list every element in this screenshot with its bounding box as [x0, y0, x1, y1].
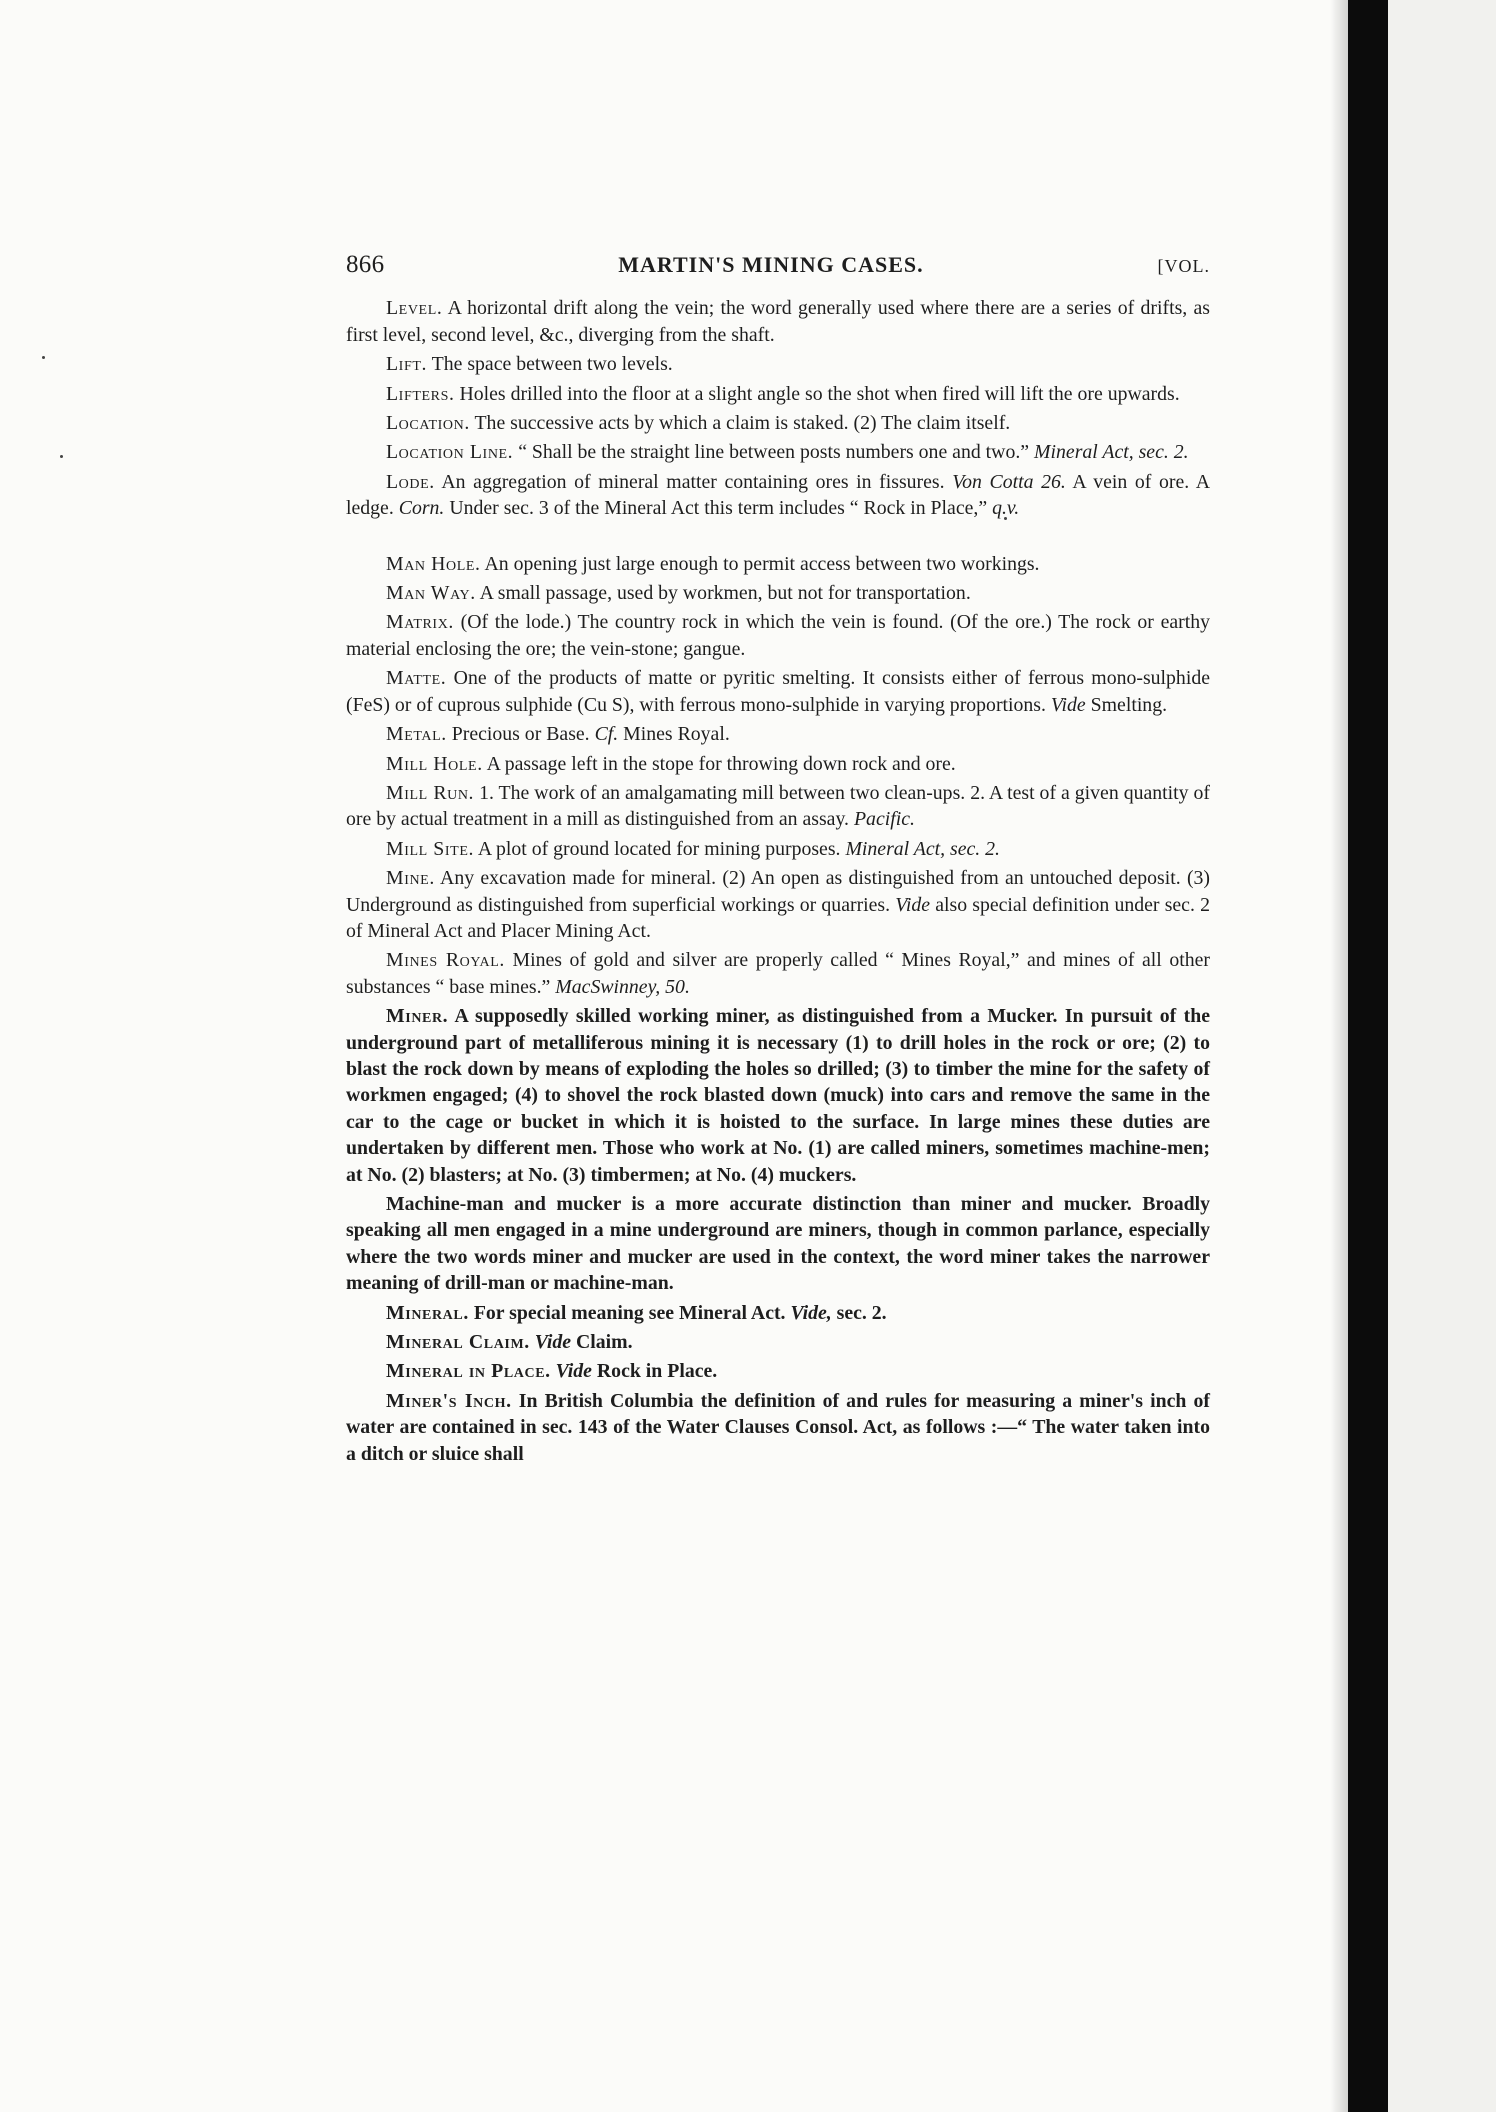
- scan-speck: [60, 455, 63, 458]
- entry-mill-hole: [346, 751, 1210, 777]
- entry-mineral: [346, 1300, 1210, 1326]
- scan-speck: [42, 356, 45, 359]
- entry-text: Any excavation made for mineral. (2) An open as distinguished from an untouched deposit. (3) Underground as distinguished from superficial workings or quarries.: [346, 867, 1211, 916]
- entry-reference: Mineral Act, sec. 2.: [1034, 441, 1189, 464]
- entry-term: Level.: [386, 297, 443, 320]
- entry-text: A small passage, used by workmen, but not for transportation.: [479, 582, 971, 605]
- entry-matrix: [346, 609, 1210, 662]
- entry-text: Holes drilled into the floor at a slight angle so the shot when fired will lift the ore upwards.: [459, 382, 1180, 405]
- entry-text: Mines Royal.: [623, 723, 730, 746]
- entry-lode: [346, 469, 1210, 522]
- entry-term: Man Way.: [386, 582, 476, 605]
- entry-text: A horizontal drift along the vein; the word generally used where there are a series of drifts, as first level, second level, &c., diverging from the shaft.: [346, 297, 1210, 346]
- entry-mill-site: [346, 836, 1210, 862]
- book-spine: [1348, 0, 1388, 2112]
- entry-mine: [346, 865, 1210, 944]
- entry-text: A passage left in the stope for throwing down rock and ore.: [486, 752, 956, 775]
- entry-reference: Corn.: [398, 497, 445, 520]
- entry-term: Matte.: [386, 667, 447, 690]
- entry-text: also special definition under sec. 2 of Mineral Act and Placer Mining Act.: [346, 893, 1210, 942]
- entry-location: [346, 410, 1210, 436]
- entry-reference: Pacific.: [853, 808, 915, 831]
- entry-text: In British Columbia the definition of and rules for measuring a miner's inch of water are contained in sec. 143 of the Water Clauses Consol. Act, as follows :—“ The water taken into a ditch or sluice shall: [346, 1389, 1210, 1465]
- entry-text: A vein of ore. A ledge.: [346, 470, 1211, 520]
- entry-text: A plot of ground located for mining purposes.: [477, 837, 841, 860]
- entry-text: The space between two levels.: [431, 353, 673, 376]
- facing-page-edge: [1388, 0, 1496, 2112]
- entry-reference: Cf.: [594, 723, 619, 746]
- entry-term: Miner's Inch.: [386, 1389, 512, 1412]
- page-number: 866: [346, 251, 385, 278]
- entry-term: Mill Site.: [386, 837, 475, 860]
- entry-miner: [346, 1003, 1210, 1188]
- entry-text: Mines of gold and silver are properly called “ Mines Royal,” and mines of all other substances “ base mines.”: [346, 949, 1210, 998]
- entry-matte: [346, 665, 1210, 718]
- entry-level: [346, 295, 1210, 348]
- entry-text: An aggregation of mineral matter containing ores in fissures.: [441, 470, 945, 493]
- entry-term: Mineral in Place.: [386, 1360, 551, 1383]
- entry-text: For special meaning see Mineral Act.: [473, 1301, 786, 1324]
- entry-lift: [346, 351, 1210, 377]
- entry-metal: [346, 721, 1210, 747]
- entry-text: “ Shall be the straight line between posts numbers one and two.”: [518, 441, 1030, 464]
- entry-location-line: [346, 439, 1210, 465]
- entry-text: Machine-man and mucker is a more accurate distinction than miner and mucker. Broadly speaking all men engaged in a mine underground are miners, though in common parlance, especially where the two words miner and mucker are used in the context, the word miner takes the narrower meaning of drill-man or machine-man.: [346, 1193, 1210, 1295]
- entry-term: Mineral Claim.: [386, 1331, 530, 1354]
- entry-reference: Vide: [1050, 693, 1086, 716]
- entry-term: Lift.: [386, 353, 428, 376]
- entry-term: Matrix.: [386, 611, 454, 634]
- entry-term: Lifters.: [386, 382, 455, 405]
- entry-term: Lode.: [386, 470, 435, 493]
- entry-reference: Vide: [895, 893, 931, 916]
- entry-text: An opening just large enough to permit access between two workings.: [484, 552, 1040, 575]
- entry-text: Claim.: [576, 1331, 633, 1354]
- entry-text: 1. The work of an amalgamating mill between two clean-ups. 2. A test of a given quantity of ore by actual treatment in a mill as distinguished from an assay.: [346, 781, 1210, 831]
- page-text: [346, 252, 1210, 1470]
- entry-text: sec. 2.: [836, 1301, 887, 1324]
- entry-term: Mines Royal.: [386, 949, 505, 972]
- entry-miners-inch: [346, 1388, 1210, 1467]
- entry-man-hole: [346, 551, 1210, 577]
- entry-mill-run: [346, 780, 1210, 833]
- entry-term: Mill Hole.: [386, 752, 483, 775]
- entry-mineral-in-place: [346, 1358, 1210, 1384]
- entry-reference: Vide: [534, 1331, 572, 1354]
- entry-term: Metal.: [386, 723, 447, 746]
- entry-text: (Of the lode.) The country rock in which the vein is found. (Of the ore.) The rock or earthy material enclosing the ore; the vein-stone; gangue.: [346, 611, 1210, 660]
- entry-text: Precious or Base.: [451, 723, 590, 746]
- entry-text: Smelting.: [1090, 693, 1168, 716]
- entry-reference: Mineral Act, sec. 2.: [845, 837, 1000, 860]
- entry-reference: Vide,: [790, 1301, 832, 1324]
- entry-reference: q.v.: [992, 497, 1020, 520]
- entry-term: Location Line.: [386, 441, 514, 464]
- entry-miner-continued: [346, 1191, 1210, 1297]
- entry-term: Miner.: [386, 1005, 449, 1028]
- entry-text: The successive acts by which a claim is staked. (2) The claim itself.: [474, 412, 1011, 435]
- entry-text: Under sec. 3 of the Mineral Act this term includes “ Rock in Place,”: [449, 497, 988, 520]
- entry-reference: Von Cotta 26.: [952, 470, 1066, 493]
- entry-term: Mill Run.: [386, 781, 475, 804]
- running-head: [346, 252, 1210, 279]
- entry-mineral-claim: [346, 1329, 1210, 1355]
- entry-reference: MacSwinney, 50.: [555, 975, 690, 998]
- entry-term: Man Hole.: [386, 552, 481, 575]
- entry-man-way: [346, 580, 1210, 606]
- entry-mines-royal: [346, 947, 1210, 1000]
- entry-reference: Vide: [555, 1360, 592, 1383]
- section-gap: [346, 525, 1210, 551]
- entry-text: One of the products of matte or pyritic smelting. It consists either of ferrous mono-sulphide (FeS) or of cuprous sulphide (Cu S), with ferrous mono-sulphide in varying proportions.: [346, 667, 1210, 716]
- entry-term: Mineral.: [386, 1301, 469, 1324]
- volume-marker: [VOL.: [1157, 256, 1210, 276]
- entry-text: Rock in Place.: [596, 1360, 718, 1383]
- entry-text: A supposedly skilled working miner, as distinguished from a Mucker. In pursuit of the underground part of metalliferous mining it is necessary (1) to drill holes in the rock or ore; (2) to blast the rock down by means of exploding the holes so drilled; (3) to timber the mine for the safety of workmen engaged; (4) to shovel the rock blasted down (muck) into cars and remove the same in the car to the cage or bucket in which it is hoisted to the surface. In large mines these duties are undertaken by different men. Those who work at No. (1) are called miners, sometimes machine-men; at No. (2) blasters; at No. (3) timbermen; at No. (4) muckers.: [346, 1005, 1210, 1186]
- entry-term: Mine.: [386, 867, 435, 890]
- entry-lifters: [346, 381, 1210, 407]
- running-title: MARTIN'S MINING CASES.: [618, 252, 924, 277]
- entry-term: Location.: [386, 412, 470, 435]
